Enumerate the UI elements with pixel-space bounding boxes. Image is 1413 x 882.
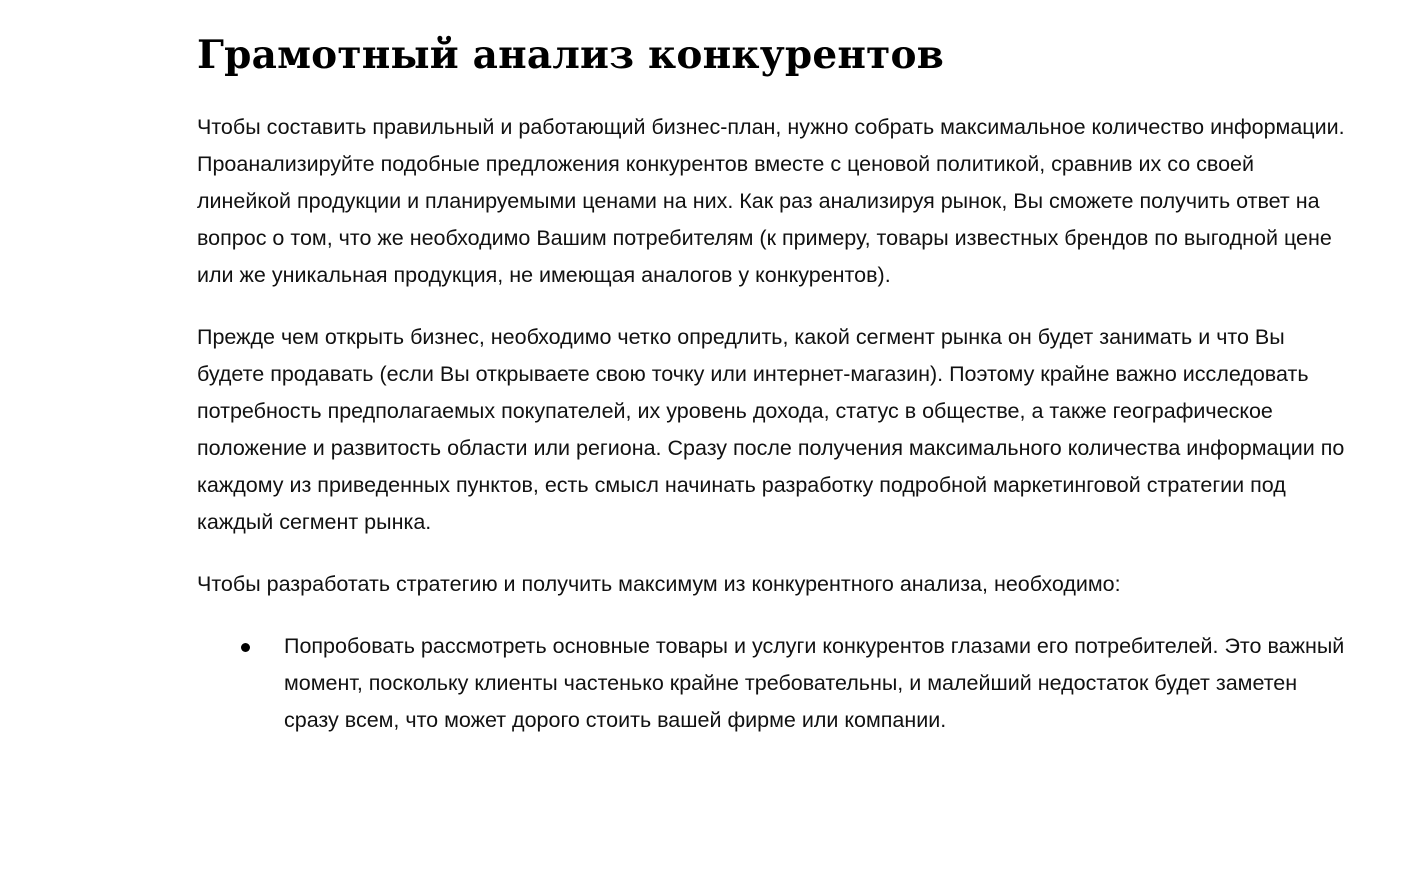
list-item-text: Попробовать рассмотреть основные товары и услуги конкурентов глазами его потребителей. Это важный момент, поскольку клиенты частенько крайне требовательны, и малейший недостаток будет заметен сразу всем, что может дорого стоить вашей фирме или компании.	[284, 634, 1345, 732]
list-item	[197, 628, 1347, 739]
bullet-list	[197, 628, 1347, 739]
article-paragraph-3: Чтобы разработать стратегию и получить максимум из конкурентного анализа, необходимо:	[197, 572, 1121, 596]
article	[197, 0, 1347, 739]
article-paragraph-2: Прежде чем открыть бизнес, необходимо четко опредлить, какой сегмент рынка он будет занимать и что Вы будете продавать (если Вы открываете свою точку или интернет-магазин). Поэтому крайне важно исследовать потребность предполагаемых покупателей, их уровень дохода, статус в обществе, а также географическое положение и развитость области или региона. Сразу после получения максимального количества информации по каждому из приведенных пунктов, есть смысл начинать разработку подробной маркетинговой стратегии под каждый сегмент рынка.	[197, 325, 1345, 534]
article-paragraph-1: Чтобы составить правильный и работающий бизнес-план, нужно собрать максимальное количество информации. Проанализируйте подобные предложения конкурентов вместе с ценовой политикой, сравнив их со своей линейкой продукции и планируемыми ценами на них. Как раз анализируя рынок, Вы сможете получить ответ на вопрос о том, что же необходимо Вашим потребителям (к примеру, товары известных брендов по выгодной цене или же уникальная продукция, не имеющая аналогов у конкурентов).	[197, 115, 1345, 287]
article-heading: Грамотный анализ конкурентов	[197, 32, 944, 78]
bullet-icon	[241, 643, 250, 652]
